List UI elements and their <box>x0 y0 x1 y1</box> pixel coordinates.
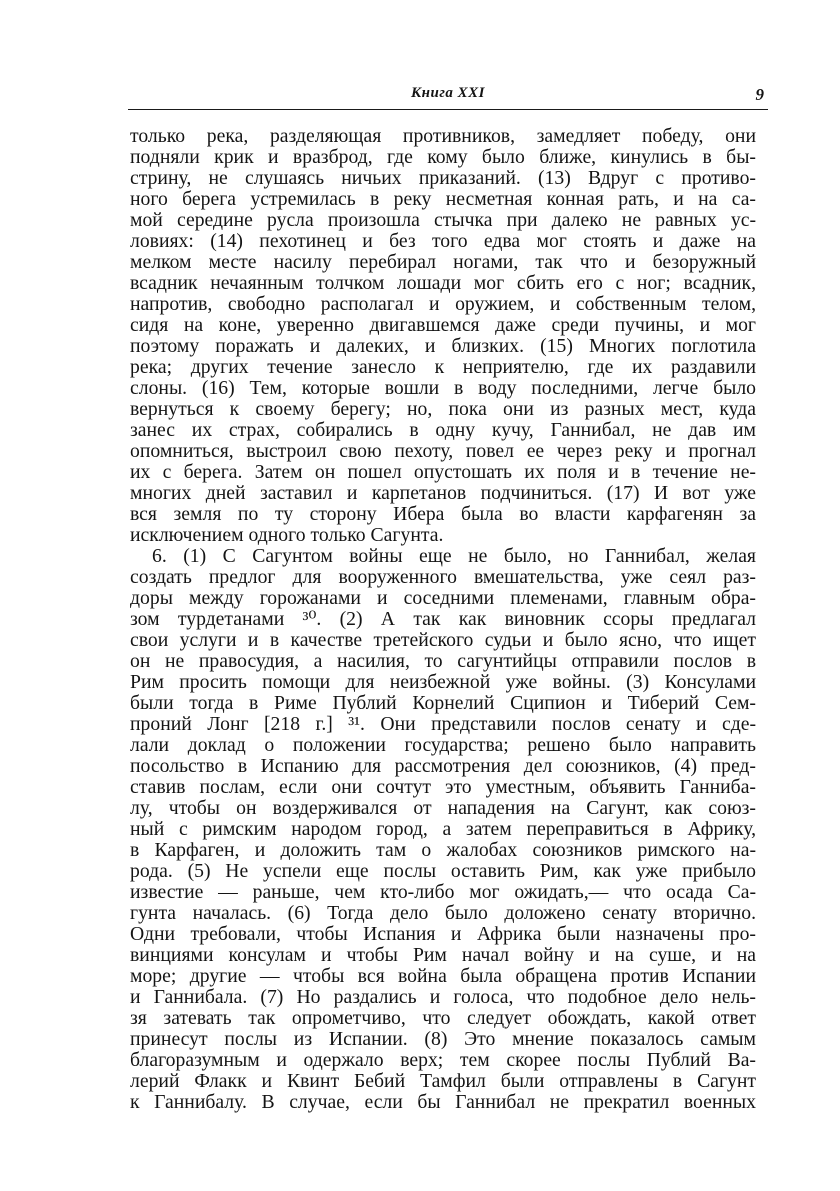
text-line: свои услуги и в качестве третейского судьи и было ясно, что ищет <box>130 629 756 651</box>
text-line: ного берега устремилась в реку несметная конная рать, и на са- <box>130 188 756 210</box>
text-line: 6. (1) С Сагунтом войны еще не было, но Ганнибал, желая <box>152 545 756 567</box>
text-line: занес их страх, собирались в одну кучу, Ганнибал, не дав им <box>130 419 756 441</box>
text-line: всадник нечаянным толчком лошади мог сбить его с ног; всадник, <box>130 272 756 294</box>
running-title: Книга XXI <box>411 85 485 101</box>
text-line: поэтому поражать и далеких, и близких. (15) Многих поглотила <box>130 335 756 357</box>
text-line: доры между горожанами и соседними племенами, главным обра- <box>130 587 756 609</box>
text-line: лу, чтобы он воздерживался от нападения на Сагунт, как союз- <box>130 797 756 819</box>
text-line: мой середине русла произошла стычка при далеко не равных ус- <box>130 209 756 231</box>
text-line: ный с римским народом город, а затем переправиться в Африку, <box>130 818 756 840</box>
text-line: стрину, не слушаясь ничьих приказаний. (13) Вдруг с противо- <box>130 167 756 189</box>
paragraph <box>130 546 756 1113</box>
text-line: Одни требовали, чтобы Испания и Африка были назначены про- <box>130 923 756 945</box>
text-line: напротив, свободно располагал и оружием, и собственным телом, <box>130 293 756 315</box>
text-line: лали доклад о положении государства; решено было направить <box>130 734 756 756</box>
text-line: опомниться, выстроил свою пехоту, повел ее через реку и прогнал <box>130 440 756 462</box>
text-line: к Ганнибалу. В случае, если бы Ганнибал не прекратил военных <box>130 1091 756 1113</box>
text-line: ловиях: (14) пехотинец и без того едва мог стоять и даже на <box>130 230 756 252</box>
text-line: гунта началась. (6) Тогда дело было доложено сенату вторично. <box>130 902 756 924</box>
text-line: вся земля по ту сторону Ибера была во власти карфагенян за <box>130 503 756 525</box>
text-line: создать предлог для вооруженного вмешательства, уже сеял раз- <box>130 566 756 588</box>
text-line: вернуться к своему берегу; но, пока они из разных мест, куда <box>130 398 756 420</box>
running-header <box>128 83 768 110</box>
text-line: рода. (5) Не успели еще послы оставить Рим, как уже прибыло <box>130 860 756 882</box>
text-line: подняли крик и вразброд, где кому было ближе, кинулись в бы- <box>130 146 756 168</box>
text-line: мелком месте насилу перебирал ногами, так что и безоружный <box>130 251 756 273</box>
text-line: лерий Флакк и Квинт Бебий Тамфил были отправлены в Сагунт <box>130 1070 756 1092</box>
text-line: их с берега. Затем он пошел опустошать их поля и в течение не- <box>130 461 756 483</box>
text-line: Рим просить помощи для неизбежной уже войны. (3) Консулами <box>130 671 756 693</box>
text-line: в Карфаген, и доложить там о жалобах союзников римского на- <box>130 839 756 861</box>
text-line: море; другие — чтобы вся война была обращена против Испании <box>130 965 756 987</box>
text-line: были тогда в Риме Публий Корнелий Сципион и Тиберий Сем- <box>130 692 756 714</box>
text-line: винциями консулам и чтобы Рим начал войну и на суше, и на <box>130 944 756 966</box>
text-line: сидя на коне, уверенно двигавшемся даже среди пучины, и мог <box>130 314 756 336</box>
text-line: зом турдетанами ³⁰. (2) А так как виновник ссоры предлагал <box>130 608 756 630</box>
text-line: и Ганнибала. (7) Но раздались и голоса, что подобное дело нель- <box>130 986 756 1008</box>
page-number: 9 <box>755 85 764 104</box>
text-line: многих дней заставил и карпетанов подчиниться. (17) И вот уже <box>130 482 756 504</box>
text-line: принесут послы из Испании. (8) Это мнение показалось самым <box>130 1028 756 1050</box>
text-line: ставив послам, если они сочтут это уместным, объявить Ганниба- <box>130 776 756 798</box>
body-text <box>130 126 756 1113</box>
text-line: слоны. (16) Тем, которые вошли в воду последними, легче было <box>130 377 756 399</box>
text-line: он не правосудия, а насилия, то сагунтийцы отправили послов в <box>130 650 756 672</box>
text-line: благоразумным и одержало верх; тем скорее послы Публий Ва- <box>130 1049 756 1071</box>
paragraph <box>130 126 756 546</box>
text-line: исключением одного только Сагунта. <box>130 524 444 546</box>
text-line: река; других течение занесло к неприятелю, где их раздавили <box>130 356 756 378</box>
text-line: известие — раньше, чем кто-либо мог ожидать,— что осада Са- <box>130 881 756 903</box>
text-line: только река, разделяющая противников, замедляет победу, они <box>130 125 756 147</box>
text-line: зя затевать так опрометчиво, что следует обождать, какой ответ <box>130 1007 756 1029</box>
text-line: посольство в Испанию для рассмотрения дел союзников, (4) пред- <box>130 755 756 777</box>
text-line: проний Лонг [218 г.] ³¹. Они представили послов сенату и сде- <box>130 713 756 735</box>
